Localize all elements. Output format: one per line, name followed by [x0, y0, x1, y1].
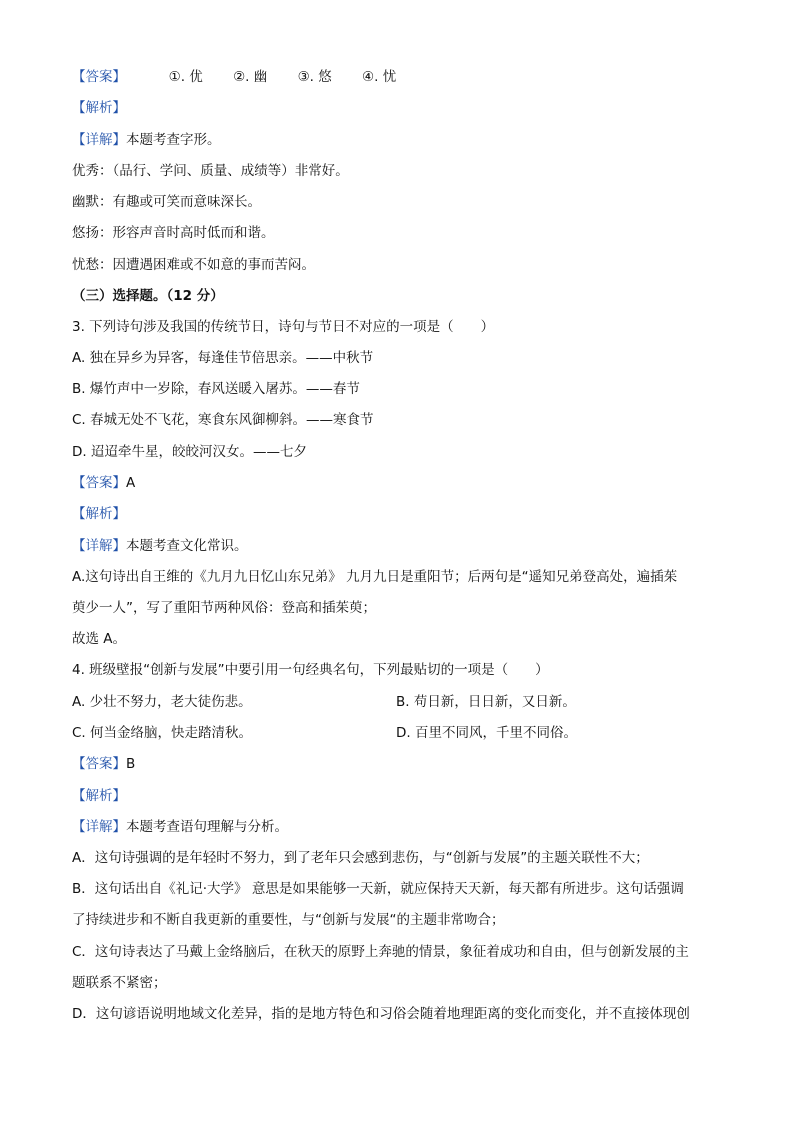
- explain-line: A．这句诗强调的是年轻时不努力，到了老年只会感到悲伤，与“创新与发展”的主题关联性不大；: [72, 850, 649, 866]
- explain-line: 忧愁：因遭遇困难或不如意的事而苦闷。: [72, 257, 315, 273]
- answer-item: ④. 忧: [362, 69, 397, 85]
- answer-tag: 【答案】: [72, 69, 126, 85]
- detail-row: [72, 818, 288, 836]
- detail-row: [72, 131, 221, 149]
- explain-line: 萸少一人”，写了重阳节两种风俗：登高和插茱萸；: [72, 600, 376, 616]
- answer-row: [72, 474, 135, 492]
- option-b: B. 苟日新，日日新，又日新。: [396, 694, 576, 710]
- option-c: C. 何当金络脑，快走踏清秋。: [72, 725, 253, 741]
- analysis-tag: 【解析】: [72, 506, 126, 522]
- option-a: A. 少壮不努力，老大徒伤悲。: [72, 694, 252, 710]
- answer-row: [72, 68, 422, 86]
- answer-item: ③. 悠: [297, 69, 332, 85]
- detail-row: [72, 537, 248, 555]
- answer-tag: 【答案】: [72, 475, 126, 491]
- answer-item: ②. 幽: [233, 69, 268, 85]
- option-d: D. 迢迢牵牛星，皎皎河汉女。——七夕: [72, 444, 307, 460]
- explain-line: 幽默：有趣或可笑而意味深长。: [72, 194, 261, 210]
- explain-line: C．这句诗表达了马戴上金络脑后，在秋天的原野上奔驰的情景，象征着成功和自由，但与创新发展的主: [72, 944, 689, 960]
- detail-tag: 【详解】: [72, 819, 126, 835]
- question-stem: 3. 下列诗句涉及我国的传统节日，诗句与节日不对应的一项是（ ）: [72, 319, 495, 335]
- option-a: A. 独在异乡为异客，每逢佳节倍思亲。——中秋节: [72, 350, 374, 366]
- explain-line: A.这句诗出自王维的《九月九日忆山东兄弟》 九月九日是重阳节；后两句是“遥知兄弟登高处，遍插茱: [72, 569, 678, 585]
- detail-text: 本题考查文化常识。: [126, 538, 248, 554]
- answer-tag: 【答案】: [72, 756, 126, 772]
- explain-line: 故选 A。: [72, 631, 127, 647]
- option-b: B. 爆竹声中一岁除，春风送暖入屠苏。——春节: [72, 381, 360, 397]
- detail-tag: 【详解】: [72, 538, 126, 554]
- answer-value: B: [126, 756, 136, 772]
- answer-value: A: [126, 475, 136, 491]
- answer-item: ①. 优: [168, 69, 203, 85]
- detail-tag: 【详解】: [72, 132, 126, 148]
- detail-text: 本题考查语句理解与分析。: [126, 819, 288, 835]
- analysis-tag: 【解析】: [72, 788, 126, 804]
- analysis-tag: 【解析】: [72, 100, 126, 116]
- detail-text: 本题考查字形。: [126, 132, 221, 148]
- option-d: D. 百里不同风，千里不同俗。: [396, 725, 577, 741]
- question-stem: 4. 班级壁报“创新与发展”中要引用一句经典名句，下列最贴切的一项是（ ）: [72, 662, 549, 678]
- explain-line: 了持续进步和不断自我更新的重要性，与“创新与发展“的主题非常吻合；: [72, 912, 505, 928]
- explain-line: D．这句谚语说明地域文化差异，指的是地方特色和习俗会随着地理距离的变化而变化，并不直接体现创: [72, 1006, 690, 1022]
- explain-line: 悠扬：形容声音时高时低而和谐。: [72, 225, 275, 241]
- explain-line: 题联系不紧密；: [72, 975, 167, 991]
- section-title: （三）选择题。（12 分）: [72, 288, 224, 304]
- explain-line: B．这句话出自《礼记·大学》 意思是如果能够一天新，就应保持天天新，每天都有所进步。这句话强调: [72, 881, 684, 897]
- answer-row: [72, 755, 135, 773]
- option-c: C. 春城无处不飞花，寒食东风御柳斜。——寒食节: [72, 412, 374, 428]
- explain-line: 优秀：（品行、学问、质量、成绩等）非常好。: [72, 163, 349, 179]
